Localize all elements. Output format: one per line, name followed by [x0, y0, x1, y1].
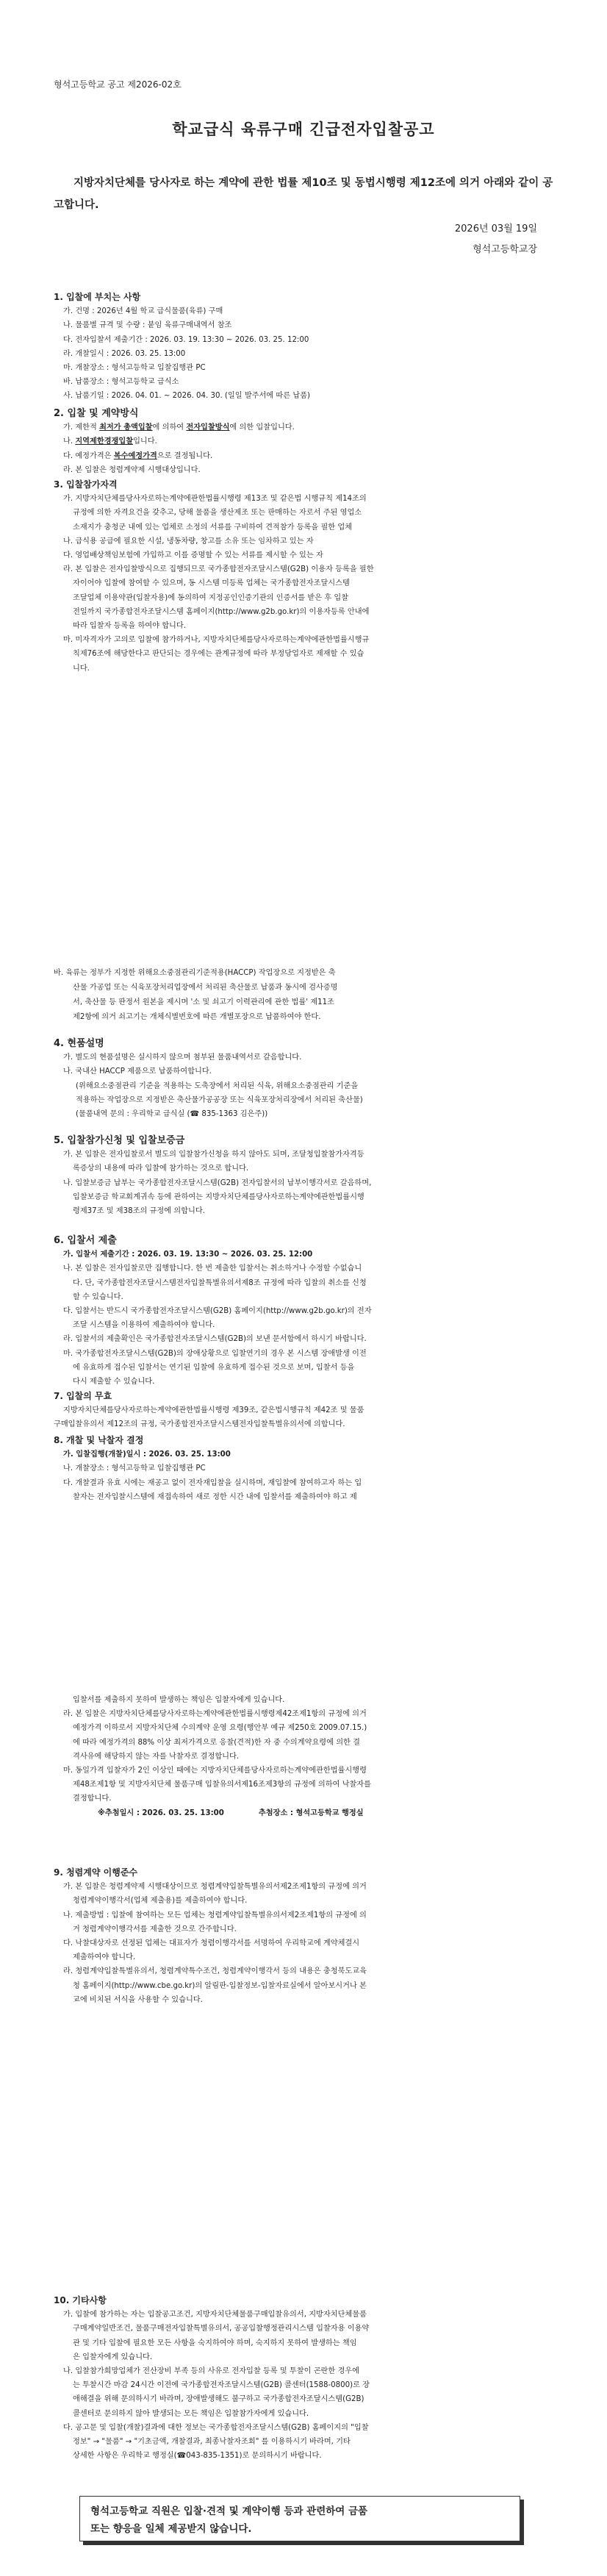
section-6: [54, 1234, 568, 1389]
list-item: 다. 영업배상책임보험에 가입하고 이를 증명할 수 있는 서류를 제시할 수 있는 자: [63, 551, 323, 560]
list-item-cont: 에 따라 예정가격의 88% 이상 최저가격으로 응찰(견적)한 자 중 수의계약요령에 의한 결: [73, 1738, 360, 1747]
list-item-cont: 은 입찰자에게 있습니다.: [73, 2353, 153, 2361]
list-item: 나. 물품별 규격 및 수량 : 붙임 육류구매내역서 참조: [63, 321, 232, 330]
list-item: 나. 본 입찰은 전자입찰로만 집행합니다. 한 번 제출한 입찰서는 취소하거나 수정할 수없습니: [63, 1264, 362, 1273]
list-item-cont: 소재지가 충청군 내에 있는 업체로 소정의 서류를 구비하여 견적참가 등록을 필한 업체: [73, 523, 353, 532]
notice-line: 형석고등학교 직원은 입찰·견적 및 계약이행 등과 관련하여 금품: [90, 2505, 368, 2517]
draw-place: 추첨장소 : 형석고등학교 행정실: [258, 1808, 364, 1817]
list-item: 라. 본 입찰은 전자입찰방식으로 집행되므로 국가종합전자조달시스템(G2B) 이용자 등록을 필한: [63, 565, 374, 574]
list-item: 가. 본 입찰은 전자입찰로서 별도의 입찰참가신청을 하지 않아도 되며, 조달청입찰참가자격등: [63, 1151, 364, 1159]
section-heading: 5. 입찰참가신청 및 입찰보증금: [54, 1135, 185, 1146]
section-8: [54, 1434, 568, 1504]
list-item-cont: 산물 가공업 또는 식육포장처리업장에서 처리된 축산물로 납품과 동시에 검사증명: [73, 984, 338, 992]
list-item: 나. 지역제한경쟁입찰입니다.: [63, 437, 157, 446]
list-item: 다. 전자입찰서 제출기간 : 2026. 03. 19. 13:30 ~ 2026. 03. 25. 12:00: [63, 335, 309, 344]
list-item-cont: 청렴계약이행각서(업체 제출용)를 제출하여야 합니다.: [73, 1897, 248, 1906]
list-item-cont: 할 수 있습니다.: [73, 1292, 123, 1301]
list-item-cont: 다시 제출할 수 있습니다.: [73, 1378, 155, 1387]
paragraph-line: 구매입찰유의서 제12조의 규정, 국가종합전자조달시스템전자입찰특별유의서에 의합니다.: [54, 1420, 345, 1429]
list-item-cont: 제2항에 의거 쇠고기는 개체식별번호에 따른 개별포장으로 납품하여야 한다.: [73, 1013, 321, 1021]
list-item-cont: 찰자는 전자입찰시스템에 재접속하여 새로 정한 시간 내에 입찰서를 제출하여야 하고 제: [73, 1492, 357, 1501]
list-item: 다. 예정가격은 복수예정가격으로 결정됩니다.: [63, 451, 213, 460]
draw-note: [54, 1806, 568, 1820]
list-item-cont: 격사유에 해당하지 않는 자를 낙찰자로 결정합니다.: [73, 1752, 240, 1761]
list-item: 가. 건명 : 2026년 4월 학교 급식물품(육류) 구매: [63, 307, 223, 316]
list-item: 바. 육류는 정부가 지정한 위해요소중점관리기준적용(HACCP) 작업장으로 지정받은 축: [54, 969, 336, 977]
list-item-cont: 자이어야 입찰에 참여할 수 있으며, 동 시스템 미등록 업체는 국가종합전자조달시스템: [73, 579, 350, 588]
list-item-cont: 정보" → "물품" → "기초금액, 개찰결과, 최종낙찰자조회" 를 이용하시기 바라며, 기타: [73, 2438, 351, 2447]
integrity-notice-box: [79, 2496, 520, 2541]
school-principal: 형석고등학교장: [473, 244, 537, 255]
section-8-cont: [54, 1693, 568, 1820]
date-block: [455, 219, 537, 260]
list-item: 가. 본 입찰은 청렴계약제 시행대상이므로 청렴계약입찰특별유의서제2조제1항의 규정에 의거: [63, 1883, 367, 1892]
list-item-cont: 니다.: [73, 664, 90, 673]
list-item-cont: 령제37조 및 제38조의 규정에 의합니다.: [73, 1207, 205, 1216]
list-item: 라. 본 입찰은 청렴계약제 시행대상입니다.: [63, 465, 201, 474]
list-item-cont: 관 및 기타 입찰에 필요한 모든 사항을 숙지하여야 하며, 숙지하지 못하여 발생하는 책임: [73, 2339, 357, 2347]
list-item-cont: 다. 단, 국가종합전자조달시스템전자입찰특별유의서제8조 규정에 따라 입찰의 취소를 신청: [73, 1278, 367, 1287]
list-item-cont: 조달 시스템을 이용하여 제출하여야 합니다.: [73, 1321, 215, 1330]
list-item-cont: 교에 비치된 서식을 사용할 수 있습니다.: [73, 1995, 203, 2004]
list-item-cont: 전일까지 국가종합전자조달시스템 홈페이지(http://www.g2b.go.kr)의 이용자등록 안내에: [73, 607, 370, 616]
list-item: 나. 급식용 공급에 필요한 시설, 냉동차량, 창고를 소유 또는 임차하고 있는 자: [63, 537, 314, 545]
section-heading: 1. 입찰에 부치는 사항: [54, 292, 141, 302]
list-item-cont: 결정합니다.: [73, 1795, 112, 1803]
section-heading: 8. 개찰 및 낙찰자 결정: [54, 1435, 144, 1445]
page-title: 학교급식 육류구매 긴급전자입찰공고: [172, 121, 435, 138]
section-3-ba: [54, 966, 568, 1025]
list-item: 나. 입찰보증금 납부는 국가종합전자조달시스템(G2B) 전자입찰서의 납부이행각서로 갈음하며,: [63, 1178, 372, 1187]
list-item: 다. 공고문 및 입찰(개찰)결과에 대한 정보는 국가종합전자조달시스템(G2B) 홈페이지의 "입찰: [63, 2423, 369, 2432]
list-item: 사. 납품기일 : 2026. 04. 01. ~ 2026. 04. 30. (일일 발주서에 따른 납품): [63, 392, 311, 401]
list-item-cont: 서, 축산물 등 판정서 원본을 제시며 '소 및 쇠고기 이력관리에 관한 법률' 제11조: [73, 998, 334, 1006]
list-item-cont: 입찰서를 제출하지 못하여 발생하는 책임은 입찰자에게 있습니다.: [73, 1696, 285, 1704]
list-item: 나. 제출방법 : 입찰에 참여하는 모든 업체는 청렴계약입찰특별유의서제2조제1항의 규정에 의: [63, 1911, 367, 1920]
list-item-cont: 규정에 의한 자격요건을 갖추고, 당해 물품을 생산제조 또는 판매하는 자로서 주된 영업소: [73, 509, 362, 518]
draw-date: ※추첨일시 : 2026. 03. 25. 13:00: [98, 1808, 224, 1817]
list-item-cont: 는 투찰시간 마감 24시간 이전에 국가종합전자조달시스템(G2B) 콜센터(1588-0800)로 장: [73, 2381, 370, 2390]
list-item: 가. 입찰집행(개찰)일시 : 2026. 03. 25. 13:00: [63, 1450, 231, 1459]
section-heading: 9. 청렴계약 이행준수: [54, 1867, 138, 1878]
list-item: 마. 미자격자가 고의로 입찰에 참가하거나, 지방자치단체를당사자로하는계약에관한법률시행규: [63, 636, 370, 645]
list-item-cont: 구매계약일반조건, 물품구매전자입찰특별유의서, 공공입찰행정관리시스템 입찰자용 이용약: [73, 2325, 370, 2333]
paragraph-line: 지방자치단체를당사자로하는계약에관한법률시행령 제39조, 같은법시행규칙 제42조 및 물품: [63, 1406, 364, 1415]
section-1: [54, 290, 568, 404]
intro-paragraph: 지방자치단체를 당사자로 하는 계약에 관한 법률 제10조 및 동법시행령 제12조에 의거 아래와 같이 공고합니다.: [54, 177, 553, 211]
list-item: 라. 입찰서의 제출확인은 국가종합전자조달시스템(G2B)의 보낸 문서함에서 하시기 바랍니다.: [63, 1335, 367, 1344]
list-item: 다. 개찰결과 유효 시에는 재공고 없이 전자재입찰을 실시하며, 재입찰에 참여하고자 하는 입: [63, 1478, 362, 1487]
list-item-cont: 제출하여야 합니다.: [73, 1953, 136, 1962]
list-item-cont: 거 청렴계약이행각서를 제출한 것으로 간주합니다.: [73, 1925, 237, 1933]
list-item-cont: (위해요소중점관리 기준을 적용하는 도축장에서 처리된 식육, 위해요소중점관리 기준을: [76, 1081, 359, 1090]
list-item-cont: 입찰보증금 학교회계귀속 등에 관하여는 지방자치단체를당사자로하는계약에관한법률시행: [73, 1192, 364, 1201]
list-item: 가. 별도의 현품설명은 실시하지 않으며 첨부된 물품내역서로 갈음합니다.: [63, 1053, 302, 1062]
list-item: 라. 개찰일시 : 2026. 03. 25. 13:00: [63, 349, 186, 358]
section-3: [54, 478, 568, 676]
list-item-cont: 록증상의 내용에 따라 입찰에 참가하는 것으로 합니다.: [73, 1164, 249, 1173]
section-heading: 2. 입찰 및 계약방식: [54, 408, 139, 419]
section-7: [54, 1389, 568, 1432]
section-heading: 6. 입찰서 제출: [54, 1235, 117, 1246]
list-item: 다. 입찰서는 반드시 국가종합전자조달시스템(G2B) 홈페이지(http://www.g2b.go.kr)의 전자: [63, 1307, 372, 1316]
list-item: 가. 지방자치단체를당사자로하는계약에관한법률시행령 제13조 및 같은법 시행규칙 제14조의: [63, 495, 367, 504]
list-item: 나. 국내산 HACCP 제품으로 납품하여합니다.: [63, 1067, 212, 1076]
list-item: 바. 납품장소 : 형석고등학교 급식소: [63, 378, 179, 387]
notice-date: 2026년 03월 19일: [454, 223, 537, 235]
list-item: 라. 본 입찰은 지방자치단체를당사자로하는계약에관한법률시행령제42조제1항의 규정에 의거: [63, 1710, 367, 1719]
section-4: [54, 1037, 568, 1121]
list-item-cont: 조달업체 이용약관(입찰자용)에 동의하여 지정공인인증기관의 인증서를 받은 후 입찰: [73, 593, 349, 602]
list-item-cont: 애해결을 위해 문의하시기 바라며, 장애발생해도 불구하고 국가종합전자조달시스템(G2B): [73, 2395, 364, 2404]
section-9: [54, 1866, 568, 2007]
list-item-cont: 상세한 사항은 우리학교 행정실(☎043-835-1351)로 문의하시기 바랍니다.: [73, 2452, 322, 2461]
list-item-cont: 콜센터로 문의하지 않아 발생되는 모든 책임은 입찰참가자에게 있습니다.: [73, 2409, 309, 2418]
list-item: 나. 입찰참가희망업체가 전산장비 부족 등의 사유로 전자입찰 등록 및 투찰이 곤란한 경우에: [63, 2367, 359, 2376]
list-item: 마. 개찰장소 : 형석고등학교 입찰집행관 PC: [63, 364, 206, 373]
list-item: 가. 입찰에 참가하는 자는 입찰공고조건, 지방자치단체물품구매입찰유의서, 지방자치단체물품: [63, 2311, 367, 2319]
list-item-cont: (물품내역 문의 : 우리학교 급식실 (☎ 835-1363 김은주)): [76, 1110, 268, 1119]
section-2: [54, 407, 568, 477]
list-item: 라. 청렴계약입찰특별유의서, 청렴계약특수조건, 청렴계약이행각서 등의 내용은 충청북도교육: [63, 1967, 367, 1976]
list-item: 마. 국가종합전자조달시스템(G2B)의 장애상황으로 입찰연기의 경우 본 시스템 장애발생 이전: [63, 1349, 367, 1358]
list-item: 나. 개찰장소 : 형석고등학교 입찰집행관 PC: [63, 1464, 206, 1473]
list-item: 다. 낙찰대상자로 선정된 업체는 대표자가 청렴이행각서를 서명하여 우리학교에 계약체결시: [63, 1939, 360, 1948]
section-heading: 4. 현품설명: [54, 1038, 104, 1049]
list-item-cont: 청 홈페이지(http://www.cbe.go.kr)의 알림판-입찰정보-입찰자료실에서 알아보시거나 본: [73, 1981, 367, 1990]
section-10: [54, 2294, 568, 2463]
section-heading: 3. 입찰참가자격: [54, 479, 118, 490]
section-heading: 10. 기타사항: [54, 2295, 107, 2305]
list-item: 마. 동일가격 입찰자가 2인 이상인 때에는 지방자치단체를당사자로하는계약에관한법률시행령: [63, 1767, 367, 1775]
section-heading: 7. 입찰의 무효: [54, 1391, 112, 1401]
list-item-cont: 따라 입찰자 등록을 하여야 합니다.: [73, 622, 186, 631]
list-item-cont: 제48조제1항 및 지방자치단체 물품구매 입찰유의서제16조제3항의 규정에 의하여 낙찰자를: [73, 1781, 371, 1789]
section-5: [54, 1134, 568, 1218]
list-item-cont: 적용하는 작업장으로 지정받은 축산물가공공장 또는 식육포장처리장에서 처리된 축산물): [76, 1095, 363, 1104]
list-item: 가. 입찰서 제출기간 : 2026. 03. 19. 13:30 ~ 2026. 03. 25. 12:00: [63, 1251, 313, 1259]
doc-number: 형석고등학교 공고 제2026-02호: [54, 79, 182, 90]
list-item: 가. 제한적 최저가 총액입찰에 의하여 전자입찰방식에 의한 입찰입니다.: [63, 423, 295, 432]
notice-line: 또는 향응을 일체 제공받지 않습니다.: [90, 2523, 252, 2535]
list-item-cont: 에 유효하게 접수된 입찰서는 연기된 입찰에 유효하게 접수된 것으로 보며, 입찰서 등을: [73, 1363, 355, 1372]
list-item-cont: 칙제76조에 해당한다고 판단되는 경우에는 관계규정에 따라 부정당업자로 제재할 수 있습: [73, 650, 364, 659]
list-item-cont: 예정가격 이하로서 지방자치단체 수의계약 운영 요령(행안부 예규 제250호 2009.07.15.): [73, 1724, 367, 1733]
